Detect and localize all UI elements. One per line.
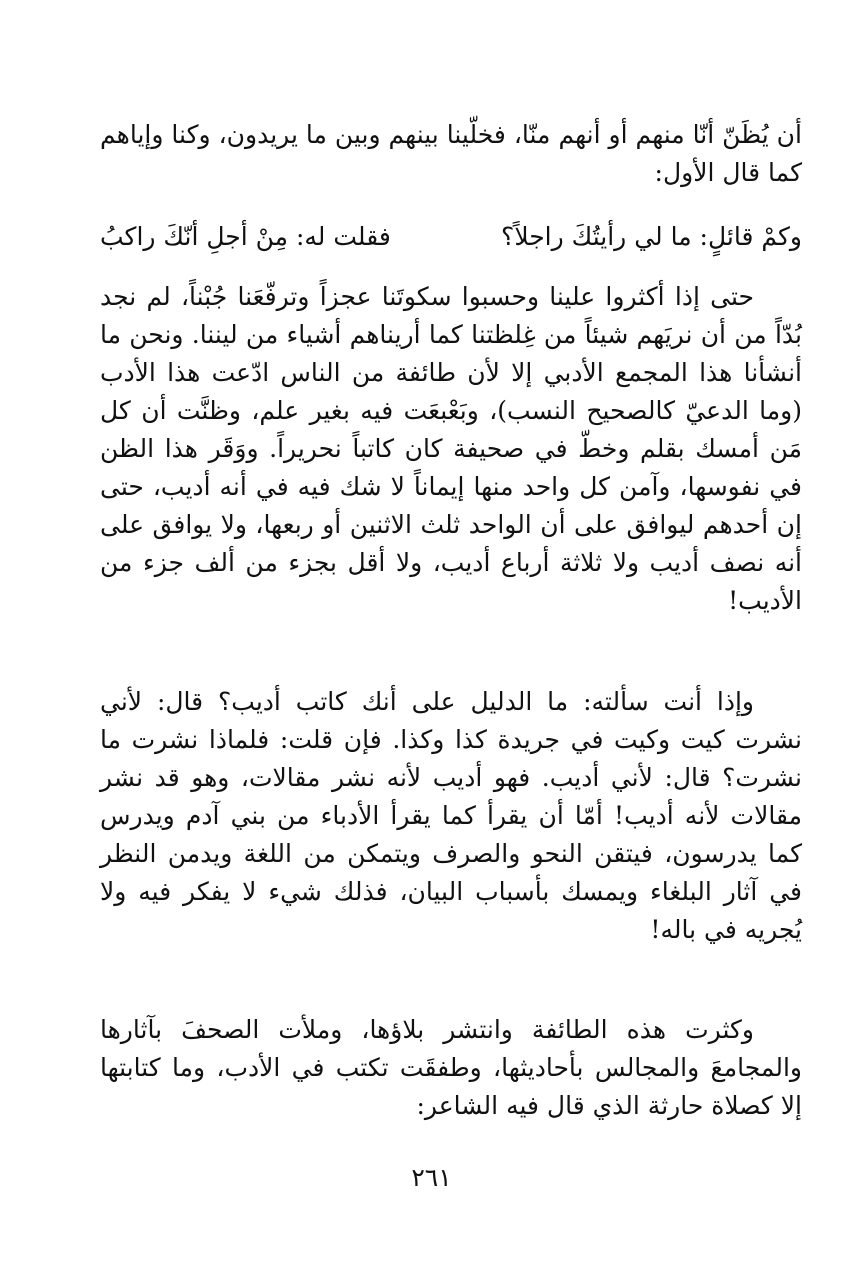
verse-second-hemistich: فقلت له: مِنْ أجلِ أنّكَ راكبُ <box>100 222 391 251</box>
paragraph-question-answer: وإذا أنت سألته: ما الدليل على أنك كاتب أديب؟ قال: لأني نشرت كيت وكيت في جريدة كذا وكذا. فإن قلت: فلماذا نشرت ما نشرت؟ قال: لأني أديب. فهو أديب لأنه نشر مقالات، وهو قد نشر مقالات لأنه أديب! أمّا أن يقرأ كما يقرأ الأدباء من بني آدم ويدرس كما يدرسون، فيتقن النحو والصرف ويتمكن من اللغة ويدمن النظر في آثار البلغاء ويمسك بأسباب البيان، فذلك شيء لا يفكر فيه ولا يُجريه في باله! <box>100 687 802 944</box>
paragraph-literary-society: حتى إذا أكثروا علينا وحسبوا سكوتَنا عجزاً وترفّعَنا جُبْناً، لم نجد بُدّاً من أن نريَهم شيئاً من غِلظتنا كما أريناهم أشياء من ليننا. ونحن ما أنشأنا هذا المجمع الأدبي إلا لأن طائفة من الناس ادّعت هذا الأدب (وما الدعيّ كالصحيح النسب)، وبَعْبعَت فيه بغير علم، وظنَّت أن كل مَن أمسك بقلم وخطّ في صحيفة كان كاتباً نحريراً. ووَقَر هذا الظن في نفوسها، وآمن كل واحد منها إيماناً لا شك فيه في أنه أديب، حتى إن أحدهم ليوافق على أن الواحد ثلث الاثنين أو ربعها، ولا يوافق على أنه نصف أديب ولا ثلاثة أرباع أديب، ولا أقل بجزء من ألف جزء من الأديب! <box>100 282 802 615</box>
poem-verse <box>100 218 802 258</box>
paragraph-spread-of-group: وكثرت هذه الطائفة وانتشر بلاؤها، وملأت الصحفَ بآثارها والمجامعَ والمجالس بأحاديثها، وطفقَت تكتب في الأدب، وما كتابتها إلا كصلاة حارثة الذي قال فيه الشاعر: <box>100 1015 802 1120</box>
paragraph-opening: أن يُظَنّ أنّا منهم أو أنهم منّا، فخلّينا بينهم وبين ما يريدون، وكنا وإياهم كما قال الأول: <box>100 120 802 187</box>
page-number: ٢٦١ <box>411 1163 452 1192</box>
verse-first-hemistich: وكمْ قائلٍ: ما لي رأيتُكَ راجلاً؟ <box>501 222 802 251</box>
